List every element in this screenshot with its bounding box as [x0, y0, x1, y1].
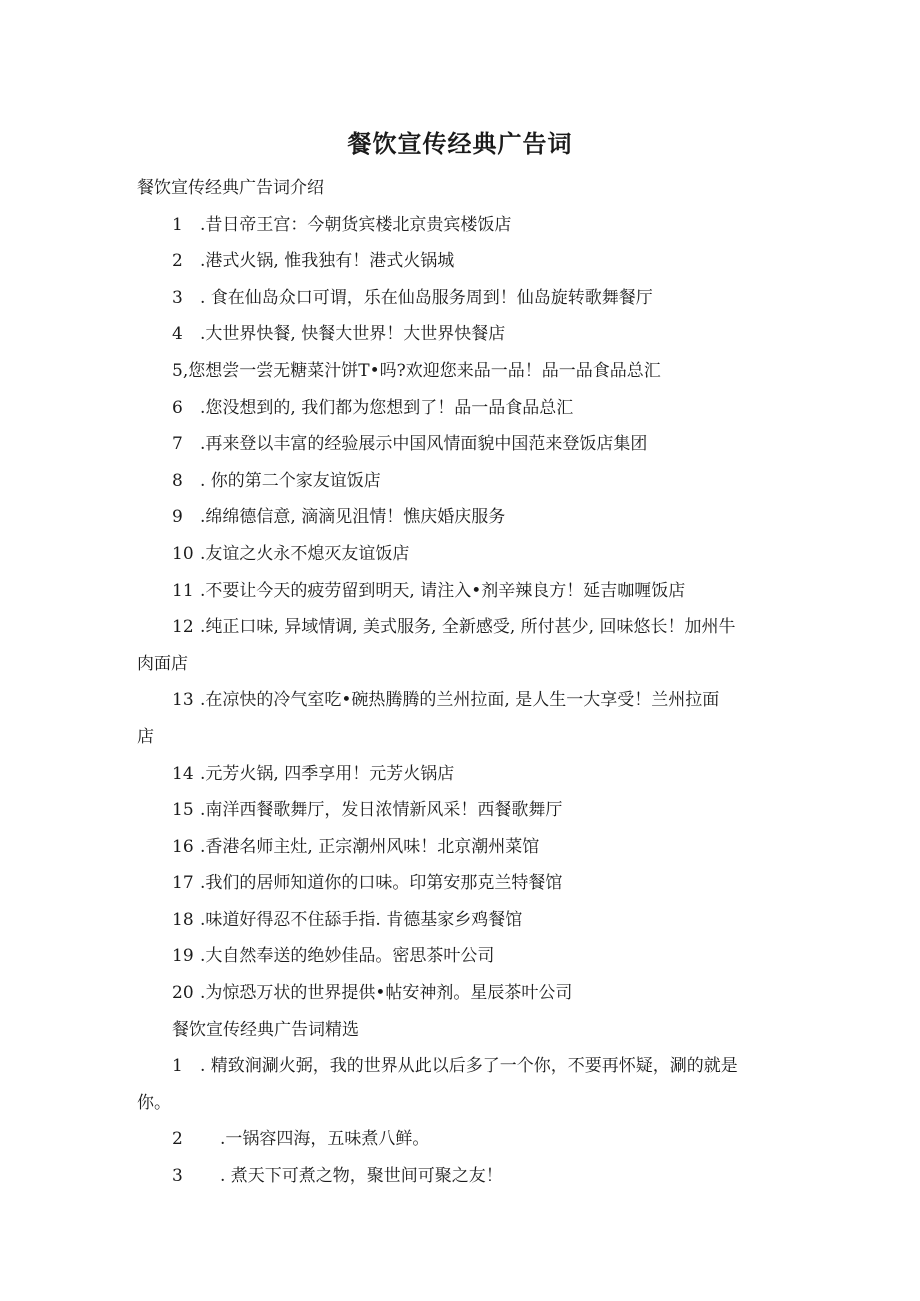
- item-text: .在凉快的冷气室吃•碗热腾腾的兰州拉面, 是人生一大享受！兰州拉面: [200, 690, 720, 711]
- list-item: [137, 975, 787, 1012]
- item-text-continuation: 你。: [137, 1092, 171, 1113]
- item-number: 1: [172, 214, 183, 235]
- item-text: .为惊恐万状的世界提供•帖安神剂。星辰茶叶公司: [200, 983, 573, 1004]
- item-number: 11: [172, 580, 194, 601]
- section-heading-intro: 餐饮宣传经典广告词介绍: [137, 178, 324, 198]
- item-number: 2: [172, 1129, 183, 1150]
- list-item: [137, 280, 787, 317]
- item-number: 6: [172, 397, 183, 418]
- item-number: 20: [172, 983, 194, 1004]
- item-text-continuation: 肉面店: [137, 653, 188, 674]
- item-text: .友谊之火永不熄灭友谊饭店: [200, 543, 410, 564]
- list-item: [137, 865, 787, 902]
- list-item: [137, 499, 787, 536]
- item-number: 12: [172, 617, 194, 638]
- item-text: .再来登以丰富的经验展示中国风情面貌中国范来登饭店集团: [200, 434, 648, 455]
- item-text: .昔日帝王宫：今朝货宾楼北京贵宾楼饭店: [200, 214, 512, 235]
- item-text: .南洋西餐歌舞厅，发日浓情新风采！西餐歌舞厅: [200, 800, 563, 821]
- item-number: 19: [172, 946, 194, 967]
- list-item: [137, 390, 787, 427]
- list-item: [137, 682, 787, 755]
- list-item: [137, 938, 787, 975]
- list-item: [137, 756, 787, 793]
- item-text: 您想尝一尝无糖菜汁饼T•吗?欢迎您来品一品！品一品食品总汇: [188, 360, 661, 381]
- list-item: [137, 1121, 787, 1158]
- item-number: 7: [172, 434, 183, 455]
- item-number: 15: [172, 800, 194, 821]
- list-item: [137, 353, 787, 390]
- item-number: 1: [172, 1056, 183, 1077]
- list-item: [137, 609, 787, 682]
- item-number: 18: [172, 909, 194, 930]
- list-item: [137, 316, 787, 353]
- list-item: [137, 463, 787, 500]
- item-text: .您没想到的, 我们都为您想到了！品一品食品总汇: [200, 397, 574, 418]
- list-item: [137, 792, 787, 829]
- item-text: .味道好得忍不住舔手指. 肯德基家乡鸡餐馆: [200, 909, 523, 930]
- item-text: .我们的居师知道你的口味。印第安那克兰特餐馆: [200, 873, 563, 894]
- item-text: .纯正口味, 异域情调, 美式服务, 全新感受, 所付甚少, 回味悠长！加州牛: [200, 617, 736, 638]
- item-text-continuation: 店: [137, 726, 154, 747]
- item-text: . 精致涧涮火弼，我的世界从此以后多了一个你，不要再怀疑，涮的就是: [200, 1056, 738, 1077]
- item-number: 14: [172, 763, 194, 784]
- list-item: [137, 207, 787, 244]
- list-item: [137, 573, 787, 610]
- item-number: 9: [172, 507, 183, 528]
- list-item: [137, 829, 787, 866]
- document-body: [137, 170, 787, 1195]
- item-number: 13: [172, 690, 194, 711]
- page-title: 餐饮宣传经典广告词: [347, 130, 573, 158]
- list-item: [137, 243, 787, 280]
- item-text: . 你的第二个家友谊饭店: [200, 470, 381, 491]
- item-text: .港式火锅, 惟我独有！港式火锅城: [200, 251, 455, 272]
- list-item: [137, 1048, 787, 1121]
- list-item: [137, 426, 787, 463]
- item-number: 5,: [172, 360, 189, 381]
- item-number: 4: [172, 324, 183, 345]
- item-text: . 食在仙岛众口可谓，乐在仙岛服务周到！仙岛旋转歌舞餐厅: [200, 287, 653, 308]
- section-heading-selection: 餐饮宣传经典广告词精选: [172, 1019, 359, 1040]
- item-text: .绵绵德信意, 滴滴见沮情！憔庆婚庆服务: [200, 507, 506, 528]
- item-text: .元芳火锅, 四季享用！元芳火锅店: [200, 763, 455, 784]
- item-text: .不要让今天的疲劳留到明天, 请注入•剂辛辣良方！延吉咖喱饭店: [200, 580, 686, 601]
- item-number: 3: [172, 287, 183, 308]
- item-text: .香港名师主灶, 正宗潮州风味！北京潮州菜馆: [200, 836, 540, 857]
- list-item: [137, 536, 787, 573]
- item-number: 2: [172, 251, 183, 272]
- list-item: [137, 1158, 787, 1195]
- item-text: .大自然奉送的绝妙佳品。密思茶叶公司: [200, 946, 495, 967]
- list-item: [137, 902, 787, 939]
- item-text: .一锅容四海，五味煮八鲜。: [220, 1129, 430, 1150]
- item-number: 16: [172, 836, 194, 857]
- item-text: . 煮天下可煮之物，聚世间可聚之友！: [220, 1166, 503, 1187]
- item-number: 17: [172, 873, 194, 894]
- item-text: .大世界快餐, 快餐大世界！大世界快餐店: [200, 324, 506, 345]
- item-number: 10: [172, 543, 194, 564]
- item-number: 3: [172, 1166, 183, 1187]
- item-number: 8: [172, 470, 183, 491]
